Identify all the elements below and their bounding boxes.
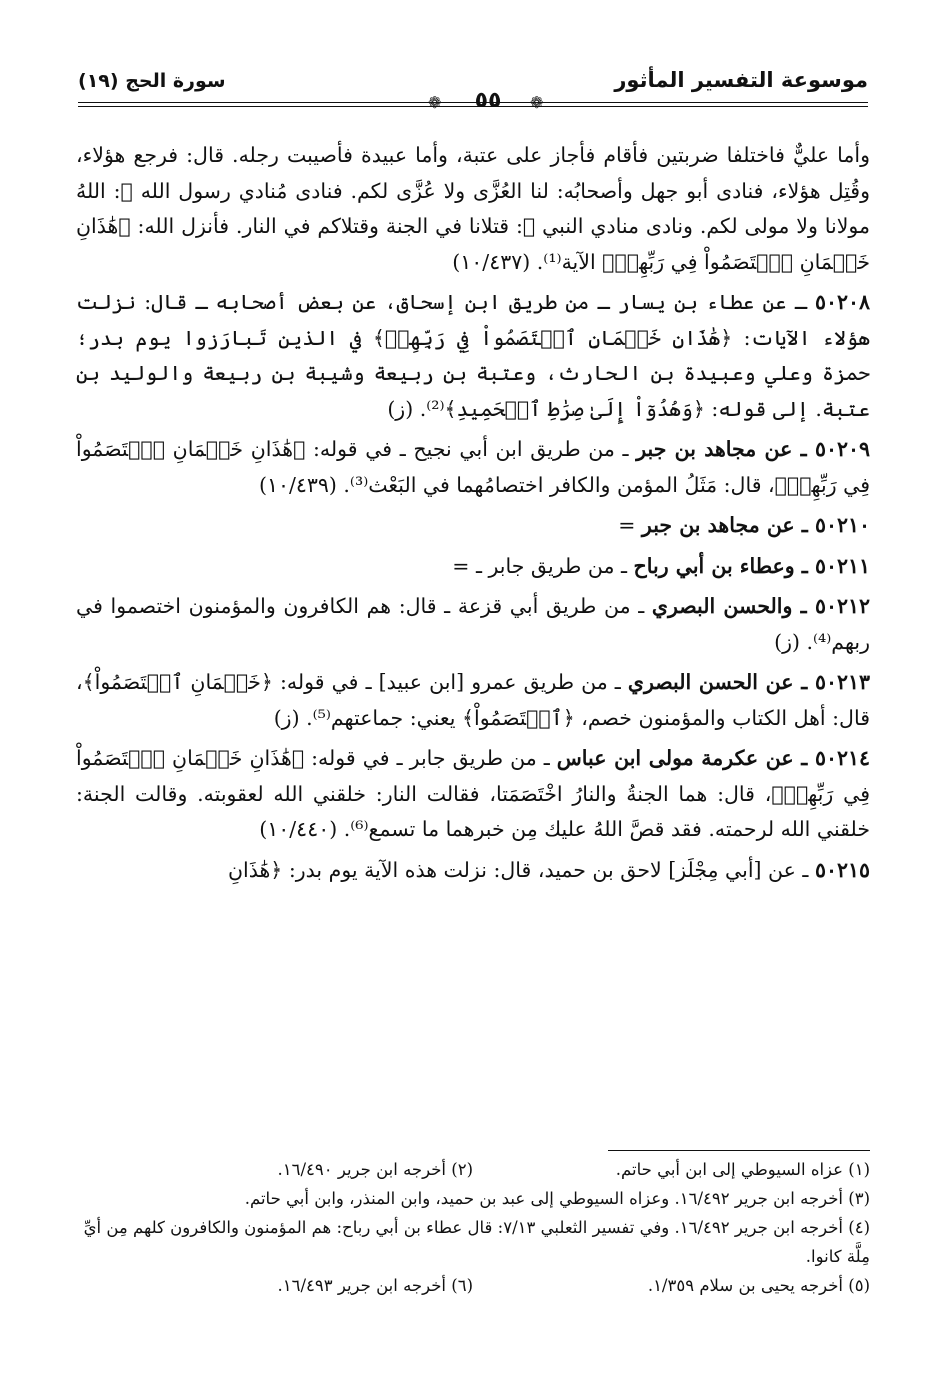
paragraph: ٥٠٢١٣ ـ عن الحسن البصري ـ من طريق عمرو [ابن عبيد] ـ في قوله: ﴿خَصۡمَانِ ٱخۡتَصَمُواْ﴾، قال: أهل الكتاب والمؤمنون خصم، ﴿ٱخۡتَصَمُواْ﴾ يعني: جماعتهم⁽⁵⁾. (ز) [76, 670, 870, 730]
narration-number: ٥٠٢١٠ [814, 513, 870, 537]
footnote: (٦) أخرجه ابن جرير ١٦/٤٩٣. [277, 1276, 473, 1295]
paragraph: وأما عليٌّ فاختلفا ضربتين فأقام فأجاز على عتبة، وأما عبيدة فأصيبت رجله. قال: فرجع هؤلاء، وقُتِل هؤلاء، فنادى أبو جهل وأصحابُه: لنا العُزَّى ولا عُزَّى لكم. فنادى مُنادي رسول الله ﷺ: اللهُ مولانا ولا مولى لكم. ونادى منادي النبي ﷺ: قتلانا في الجنة وقتلاكم في النار. فأنزل الله: ﴿هَٰذَانِ خَصۡمَانِ ٱخۡتَصَمُواْ فِي رَبِّهِمۡ﴾ الآية⁽¹⁾. (١٠/٤٣٧) [76, 143, 870, 274]
ornament-icon: ❁ [530, 93, 544, 112]
paragraph: ٥٠٢١٢ ـ والحسن البصري ـ من طريق أبي قزعة ـ قال: هم الكافرون والمؤمنون اختصموا في ربهم⁽⁴⁾. (ز) [76, 594, 870, 654]
footnote: (٥) أخرجه يحيى بن سلام ١/٣٥٩. [647, 1276, 870, 1295]
paragraph: ٥٠٢٠٨ ـ عن عطاء بن يسار ـ من طريق ابن إسحاق، عن بعض أصحابه ـ قال: نزلت هؤلاء الآيات: ﴿هَٰذَانِ خَصۡمَانِ ٱخۡتَصَمُواْ فِي رَبِّهِمۡ﴾ في الذين تَبارَزوا يوم بدر؛ حمزة وعلي وعبيدة بن الحارث، وعتبة بن ربيعة وشيبة بن ربيعة والوليد بن عتبة. إلى قوله: ﴿وَهُدُوٓاْ إِلَىٰ صِرَٰطِ ٱلۡحَمِيدِ﴾⁽²⁾. (ز) [76, 290, 870, 421]
header-rule [78, 102, 868, 107]
ornament-icon: ❁ [428, 93, 442, 112]
footnote: (١) عزاه السيوطي إلى ابن أبي حاتم. [615, 1160, 870, 1179]
footnote-separator [608, 1150, 870, 1151]
narration-number: ٥٠٢١١ [814, 553, 870, 578]
footnotes [76, 1155, 870, 1300]
narration-number: ٥٠٢١٤ [814, 746, 870, 770]
footnote-row [76, 1271, 870, 1300]
paragraph: ٥٠٢٠٩ ـ عن مجاهد بن جبر ـ من طريق ابن أبي نجيح ـ في قوله: ﴿هَٰذَانِ خَصۡمَانِ ٱخۡتَصَمُواْ فِي رَبِّهِمۡ﴾، قال: مَثَلُ المؤمن والكافر اختصامُهما في البَعْث⁽³⁾. (١٠/٤٣٩) [76, 437, 870, 497]
paragraph: ٥٠٢١٥ ـ عن [أبي مِجْلَز] لاحق بن حميد، قال: نزلت هذه الآية يوم بدر: ﴿هَٰذَانِ [227, 857, 870, 882]
footnote: (٢) أخرجه ابن جرير ١٦/٤٩٠. [277, 1160, 473, 1179]
paragraph: ٥٠٢١١ ـ وعطاء بن أبي رباح ـ من طريق جابر ـ = [452, 553, 870, 578]
book-title: موسوعة التفسير المأثور [614, 68, 868, 92]
narrator-name: ـ عن الحسن البصري [627, 670, 815, 694]
paragraph: ٥٠٢١٤ ـ عن عكرمة مولى ابن عباس ـ من طريق جابر ـ في قوله: ﴿هَٰذَانِ خَصۡمَانِ ٱخۡتَصَمُواْ فِي رَبِّهِمۡ﴾، قال: هما الجنةُ والنارُ اخْتَصَمَتا، فقالت النار: خلقني الله لعقوبته. وقالت الجنة: خلقني الله لرحمته. فقد قصَّ اللهُ عليك مِن خبرهما ما تسمع⁽⁶⁾. (١٠/٤٤٠) [76, 746, 870, 841]
narrator-name: ـ وعطاء بن أبي رباح [633, 553, 815, 578]
narration-number: ٥٠٢٠٨ [814, 290, 870, 314]
page-header [78, 58, 868, 114]
narration-number: ٥٠٢١٢ [814, 594, 870, 618]
narration-number: ٥٠٢١٥ [814, 857, 870, 882]
footnote: (٤) أخرجه ابن جرير ١٦/٤٩٢. وفي تفسير الثعلبي ٧/١٣: قال عطاء بن أبي رباح: هم المؤمنون والكافرون كلهم مِن أيِّ مِلَّة كانوا. [83, 1218, 870, 1266]
paragraph: ٥٠٢١٠ ـ عن مجاهد بن جبر = [618, 513, 870, 537]
main-text [76, 138, 870, 888]
narration-number: ٥٠٢١٣ [814, 670, 870, 694]
surah-label: سورة الحج (١٩) [78, 70, 226, 92]
footnote: (٣) أخرجه ابن جرير ١٦/٤٩٢. وعزاه السيوطي إلى عبد بن حميد، وابن المنذر، وابن أبي حاتم. [244, 1189, 870, 1208]
narrator-name: ـ والحسن البصري [651, 594, 815, 618]
footnote-row [76, 1155, 870, 1184]
narrator-name: ـ عن مجاهد بن جبر [636, 437, 815, 461]
narration-number: ٥٠٢٠٩ [814, 437, 870, 461]
page-number: ٥٥ [474, 88, 502, 113]
narrator-name: ـ عن عكرمة مولى ابن عباس [556, 746, 815, 770]
narrator-name: ـ عن مجاهد بن جبر [641, 513, 815, 537]
